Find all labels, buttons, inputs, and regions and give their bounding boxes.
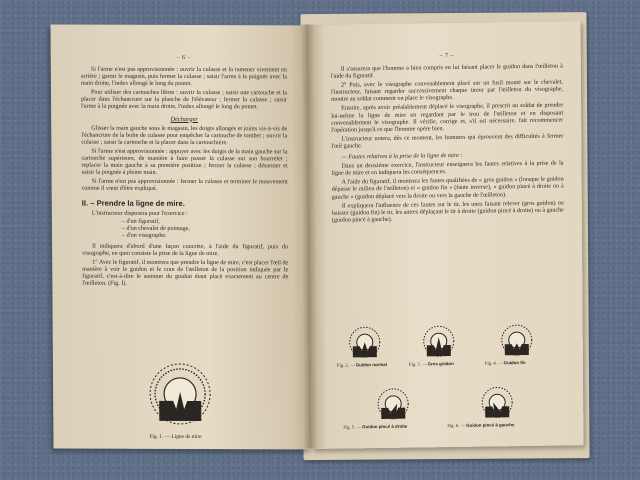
paragraph: A l'aide du figuratif, il montrera les fautes qualifiées de « gros guidon » (lorsque le guidon dépasse le milieu de l'œilleton) et « guidon fin » (faute inverse), « guidon pincé à droite ou à gauche » (guidon déplacé vers la droite ou vers la gauche de l'œilleton). <box>331 176 564 201</box>
paragraph: Si l'arme n'est pas approvisionnée : fermer la culasse et terminer le mouvement comme il vient d'être expliqué. <box>81 178 288 193</box>
section-number: II. <box>81 199 89 209</box>
figure-caption <box>337 362 387 368</box>
figure-caption <box>409 361 454 367</box>
figure-name: Guidon normal <box>355 361 387 368</box>
figure-name: Gros guidon <box>427 361 454 367</box>
paragraph: 1° Avec le figuratif, il montrera que prendre la ligne de mire, c'est placer l'œil de manière à voir le guidon et le cran de l'œilleton de la position indiquée par le figuratif, c'est-à-dire le sommet du guidon étant placé exactement au centre de l'œilleton. (Fig. I). <box>82 259 289 288</box>
figure-number: Fig. 5. — <box>343 424 363 430</box>
open-booklet <box>42 12 591 456</box>
paragraph: L'instructeur disposera pour l'exercice : <box>91 211 188 218</box>
sight-figure-3 <box>421 323 457 360</box>
section-heading <box>82 199 288 209</box>
figure-number: Fig. 3. — <box>408 361 428 367</box>
paragraph: Ensuite, après avoir préalablement déplacé le visographe, il prescrit au soldat de prendre lui-même la ligne de mire en regardant par le trou de l'œilleton et en disposant convenablement le visographe. Il vérifie, corrige et, s'il est nécessaire, fait recommencer l'opération jusqu'à ce que l'homme opère bien. <box>331 102 564 134</box>
left-page <box>51 25 312 450</box>
figure-caption: Fig. 1. — Ligne de mire <box>149 433 202 441</box>
paragraph: Dans un deuxième exercice, l'instructeur enseignera les fautes relatives à la prise de la ligne de mire et en indiquera les conséquences. <box>331 160 564 177</box>
figure-caption <box>447 422 514 428</box>
figure-number: Fig. 4. — <box>484 360 504 366</box>
sight-figure-1 <box>145 359 215 429</box>
right-page <box>309 21 584 449</box>
section-title: – Prendre la ligne de mire. <box>90 199 185 209</box>
sight-figure-2 <box>347 324 383 361</box>
paragraph: Il s'assurera que l'homme a bien compris en lui faisant placer le guidon dans l'œilleton à l'aide du figuratif. <box>330 63 563 80</box>
figure-name: Guidon pincé à gauche <box>466 422 515 428</box>
figure-name: Guidon fin <box>503 359 526 366</box>
page-number: – 7 – <box>439 52 455 60</box>
equipment-list <box>122 218 288 240</box>
sight-figure-4 <box>499 322 535 359</box>
figure-number: Fig. 6. — <box>447 422 467 429</box>
paragraph: 2° Puis, avec le visographe convenablement placé sur un fusil monté sur le chevalet, l'instructeur, faisant regarder successivement chaque tireur par l'œilleton du visographe, montre au soldat comment on place le visographe. <box>330 79 564 104</box>
sight-figure-6 <box>479 384 515 421</box>
paragraph: Pour utiliser des cartouches libres : ouvrir la culasse ; saisir une cartouche et la placer dans l'échancrure sur la planche de l'élévateur ; fermer la culasse ; saisir l'arme à la poignée avec la main droite, l'index allongé le long du pontet. <box>81 89 288 111</box>
paragraph: Il indiquera d'abord d'une façon concrète, à l'aide du figuratif, puis du visographe, en quoi consiste la prise de la ligne de mire. <box>82 243 289 257</box>
list-item: – d'un chevalet de pointage, <box>122 225 288 233</box>
paragraph: Si l'arme n'est approvisionnée : appuyer avec les doigts de la main gauche sur la cartouche supérieure, de manière à faire passer la culasse sur son bourrelet ; replacer la main gauche à sa première position ; fermer la culasse ; désarmer et saisir la poignée à pleine main. <box>81 148 288 176</box>
figure-name: Guidon pincé à droite <box>362 423 408 430</box>
list-item: – d'un figuratif, <box>122 218 288 226</box>
sight-figure-5 <box>375 386 411 423</box>
paragraph: Si l'arme n'est pas approvisionnée : ouvrir la culasse et la ramener vivement en arrière ; garnir le magasin, puis fermer la culasse ; saisir l'arme à la poignée avec la main droite, l'index allongé le long du pontet. <box>80 66 287 88</box>
subsection-title: — Fautes relatives à la prise de la ligne de mire : <box>341 152 463 161</box>
list-item: – d'un visographe. <box>122 232 288 240</box>
figure-caption <box>343 424 407 430</box>
paragraph: L'instructeur notera, dès ce moment, les hommes qui éprouvent des difficultés à fermer l'œil gauche. <box>331 133 564 150</box>
page-number: – 6 – <box>176 54 192 61</box>
figure-caption <box>485 360 526 366</box>
figure-number: Fig. 2. — <box>336 362 356 368</box>
subsection-title: Décharger <box>170 115 198 123</box>
paragraph: Glisser la main gauche sous le magasin, les doigts allongés et joints vis-à-vis de l'échancrure de la boîte de culasse pour empêcher la cartouche de tomber ; ouvrir la culasse ; saisir la cartouche et la placer dans la cartouchière. <box>81 125 288 146</box>
paragraph: Il expliquera l'influence de ces fautes sur le tir, les unes faisant relever (gros guidon) ou baisser (guidon fin) le tir, les autres déplaçant le tir à droite (guidon pincé à droite) ou à gauche (guidon pincé à gauche). <box>331 200 564 224</box>
spine <box>301 24 318 448</box>
